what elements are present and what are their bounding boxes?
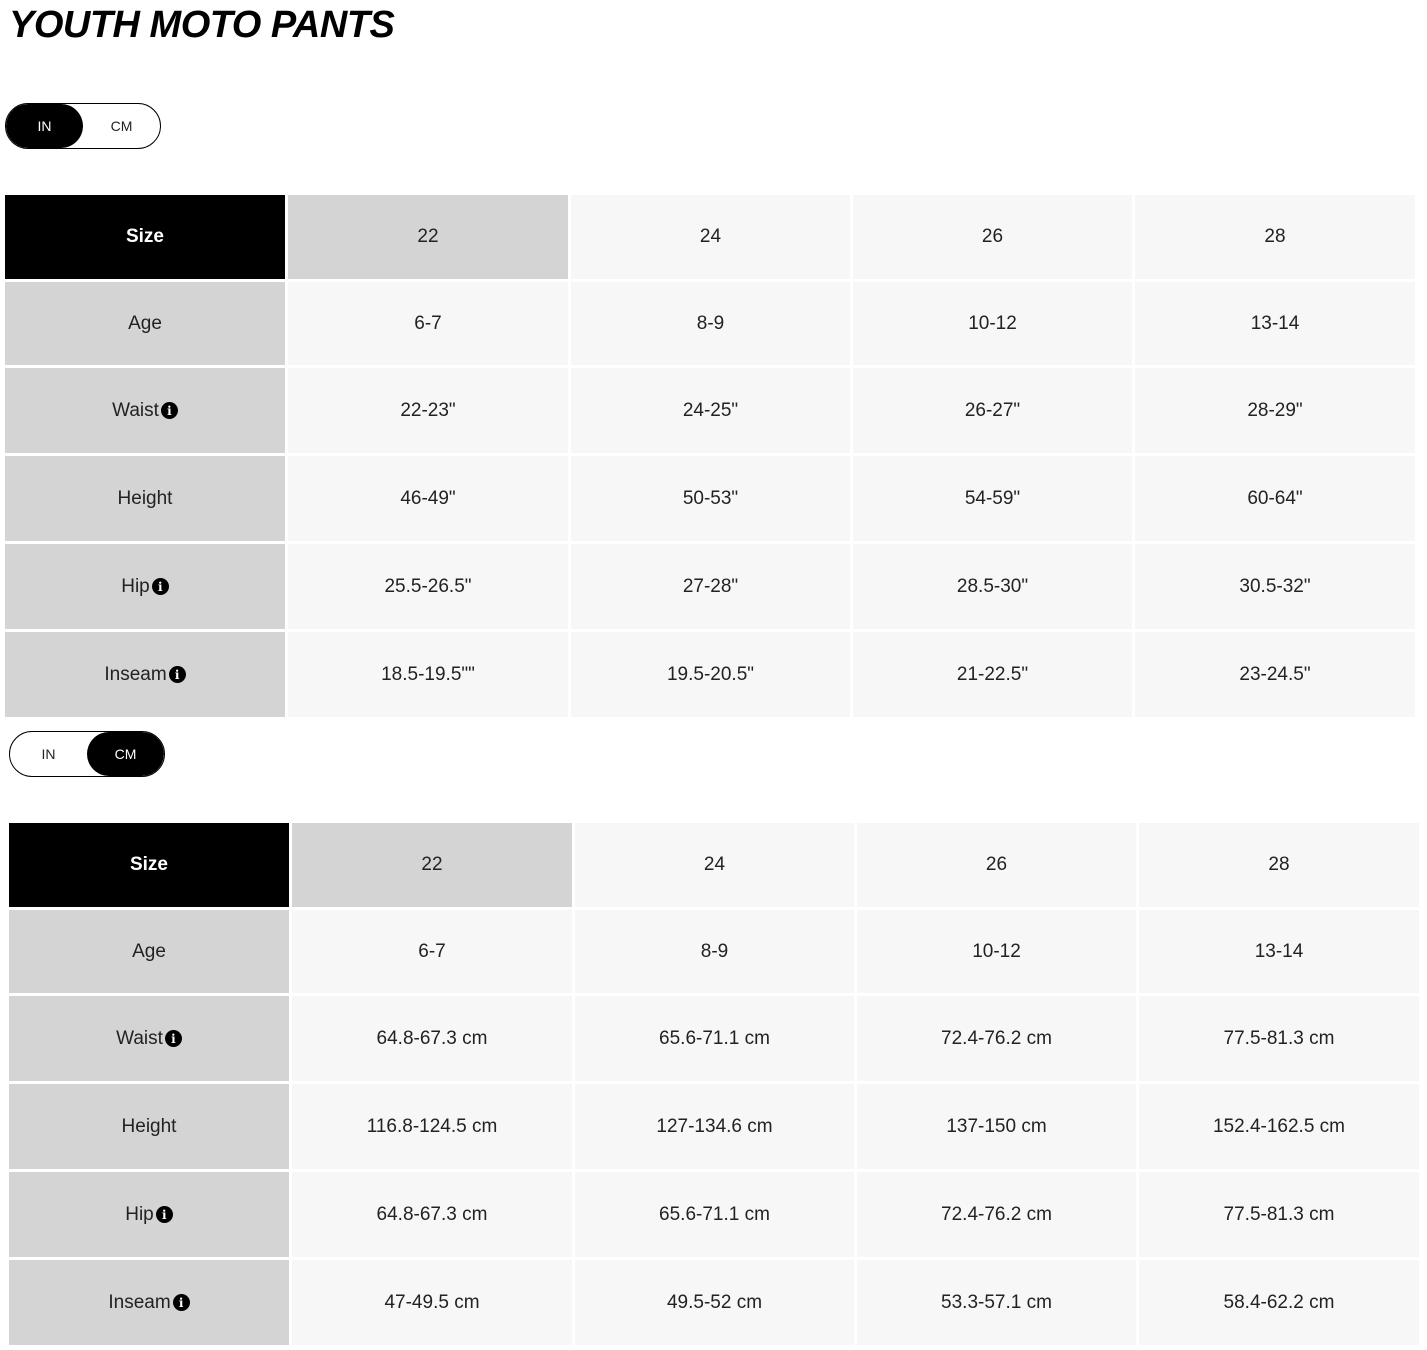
table-cell: 8-9: [571, 282, 850, 365]
row-label-age: [9, 910, 289, 993]
table-cell: 22-23": [288, 368, 568, 453]
row-label-height: [5, 456, 285, 541]
table-cell: 60-64": [1135, 456, 1415, 541]
table-cell: 28.5-30": [853, 544, 1132, 629]
table-cell: 53.3-57.1 cm: [857, 1260, 1136, 1345]
row-label-text: Age: [128, 312, 162, 334]
table-cell: 50-53": [571, 456, 850, 541]
size-column-header: 26: [853, 195, 1132, 279]
table-cell: 23-24.5": [1135, 632, 1415, 717]
table-cell: 46-49": [288, 456, 568, 541]
table-cell: 30.5-32": [1135, 544, 1415, 629]
table-cell: 72.4-76.2 cm: [857, 1172, 1136, 1257]
table-cell: 47-49.5 cm: [292, 1260, 572, 1345]
table-cell: 65.6-71.1 cm: [575, 1172, 854, 1257]
row-label-text: Age: [132, 940, 166, 962]
table-cell: 27-28": [571, 544, 850, 629]
table-cell: 21-22.5": [853, 632, 1132, 717]
table-cell: 13-14: [1139, 910, 1419, 993]
table-cell: 6-7: [288, 282, 568, 365]
row-label-waist: [5, 368, 285, 453]
info-icon[interactable]: i: [161, 402, 178, 419]
table-cell: 6-7: [292, 910, 572, 993]
row-label-text: Inseam: [108, 1291, 171, 1313]
row-label-waist: [9, 996, 289, 1081]
size-column-header: 28: [1139, 823, 1419, 907]
unit-option-in[interactable]: IN: [6, 104, 83, 148]
table-cell: 58.4-62.2 cm: [1139, 1260, 1419, 1345]
table-cell: 18.5-19.5"": [288, 632, 568, 717]
unit-toggle[interactable]: [9, 731, 165, 777]
table-cell: 152.4-162.5 cm: [1139, 1084, 1419, 1169]
info-icon[interactable]: i: [156, 1206, 173, 1223]
size-chart-cm: [9, 823, 1419, 1345]
row-label-hip: [9, 1172, 289, 1257]
size-column-header: 22: [288, 195, 568, 279]
table-cell: 10-12: [857, 910, 1136, 993]
table-cell: 49.5-52 cm: [575, 1260, 854, 1345]
table-cell: 77.5-81.3 cm: [1139, 996, 1419, 1081]
row-label-text: Height: [117, 487, 173, 509]
info-icon[interactable]: i: [173, 1294, 190, 1311]
table-cell: 25.5-26.5": [288, 544, 568, 629]
size-column-header: 26: [857, 823, 1136, 907]
size-column-header: 24: [571, 195, 850, 279]
table-cell: 26-27": [853, 368, 1132, 453]
row-label-text: Waist: [116, 1027, 163, 1049]
row-label-age: [5, 282, 285, 365]
table-cell: 127-134.6 cm: [575, 1084, 854, 1169]
table-cell: 77.5-81.3 cm: [1139, 1172, 1419, 1257]
info-icon[interactable]: i: [165, 1030, 182, 1047]
row-label-inseam: [5, 632, 285, 717]
row-label-text: Hip: [121, 575, 150, 597]
info-icon[interactable]: i: [169, 666, 186, 683]
row-label-hip: [5, 544, 285, 629]
unit-toggle[interactable]: [5, 103, 161, 149]
table-cell: 24-25": [571, 368, 850, 453]
table-cell: 19.5-20.5": [571, 632, 850, 717]
row-label-text: Inseam: [104, 663, 167, 685]
size-column-header: 24: [575, 823, 854, 907]
row-label-text: Waist: [112, 399, 159, 421]
unit-option-in[interactable]: IN: [41, 746, 56, 762]
unit-option-cm[interactable]: CM: [87, 732, 164, 776]
page-title: YOUTH MOTO PANTS: [9, 4, 395, 46]
table-cell: 13-14: [1135, 282, 1415, 365]
table-cell: 137-150 cm: [857, 1084, 1136, 1169]
table-cell: 65.6-71.1 cm: [575, 996, 854, 1081]
row-label-inseam: [9, 1260, 289, 1345]
unit-option-cm[interactable]: CM: [110, 118, 133, 134]
table-cell: 28-29": [1135, 368, 1415, 453]
table-cell: 64.8-67.3 cm: [292, 1172, 572, 1257]
table-cell: 116.8-124.5 cm: [292, 1084, 572, 1169]
table-cell: 72.4-76.2 cm: [857, 996, 1136, 1081]
row-label-text: Hip: [125, 1203, 154, 1225]
size-chart-inches: [5, 195, 1415, 717]
table-cell: 54-59": [853, 456, 1132, 541]
size-column-header: 28: [1135, 195, 1415, 279]
size-column-header: 22: [292, 823, 572, 907]
info-icon[interactable]: i: [152, 578, 169, 595]
table-cell: 64.8-67.3 cm: [292, 996, 572, 1081]
size-header: Size: [5, 195, 285, 279]
table-cell: 8-9: [575, 910, 854, 993]
row-label-height: [9, 1084, 289, 1169]
table-cell: 10-12: [853, 282, 1132, 365]
row-label-text: Height: [121, 1115, 177, 1137]
size-header: Size: [9, 823, 289, 907]
